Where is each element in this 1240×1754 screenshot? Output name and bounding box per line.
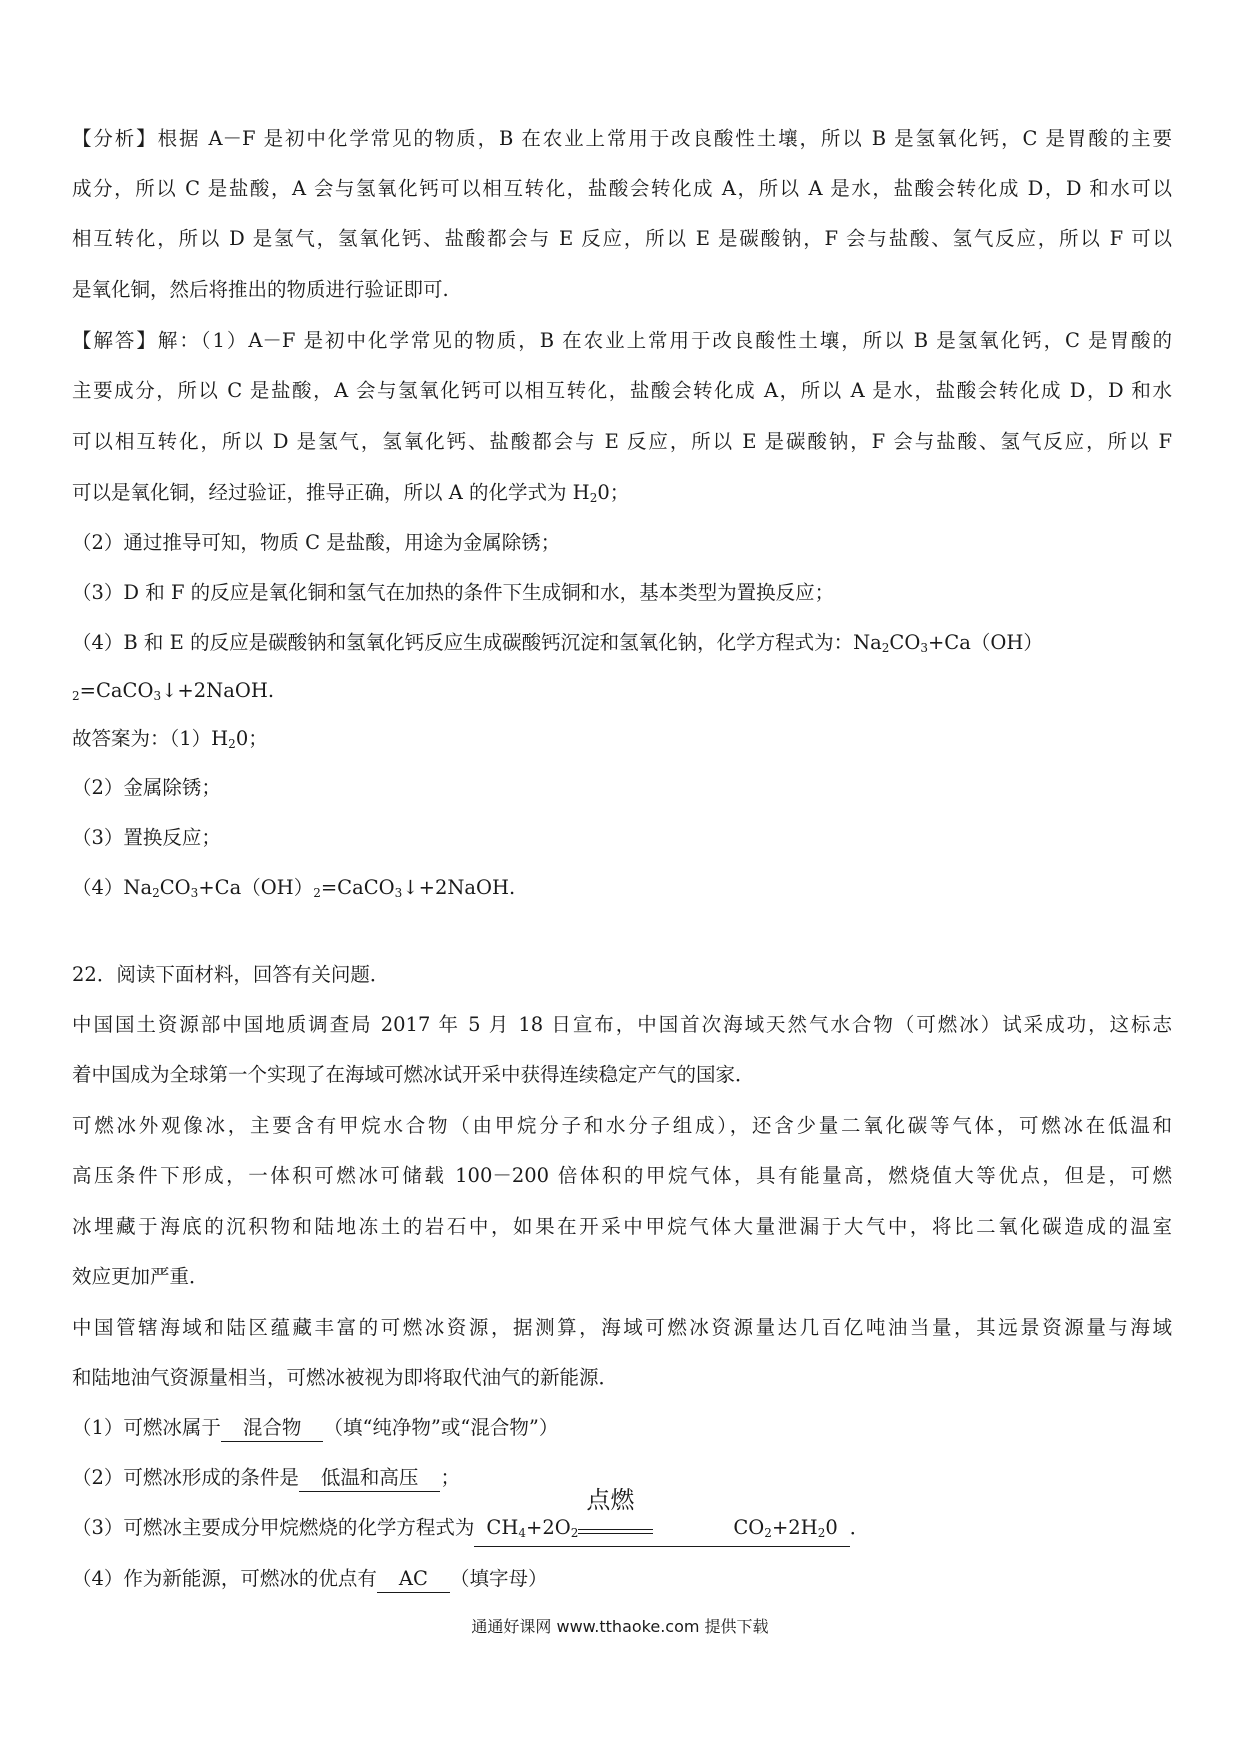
analysis-line-2: 成分，所以 C 是盐酸，A 会与氢氧化钙可以相互转化，盐酸会转化成 A，所以 A 是水，盐酸会转化成 D，D 和水可以 (72, 177, 1172, 200)
q22-paragraph-line: 冰埋藏于海底的沉积物和陆地冻土的岩石中，如果在开采中甲烷气体大量泄漏于大气中，将比二氧化碳造成的温室 (72, 1215, 1172, 1238)
answer-4 (72, 873, 1172, 908)
answer-1-end: 0； (235, 727, 268, 750)
subscript: 2 (817, 1526, 826, 1540)
formula-part: CO (889, 631, 921, 654)
analysis-line-1: 【分析】根据 A－F 是初中化学常见的物质，B 在农业上常用于改良酸性土壤，所以 B 是氢氧化钙，C 是胃酸的主要 (72, 127, 1172, 150)
question-22-title: 22．阅读下面材料，回答有关问题． (72, 963, 390, 986)
formula-part: 0 (825, 1516, 838, 1539)
answer-intro: 故答案为：（1）H (72, 727, 229, 750)
subscript: 2 (881, 641, 890, 655)
solution-part-4-cont (72, 676, 1172, 711)
q22-paragraph-line: 高压条件下形成，一体积可燃冰可储载 100－200 倍体积的甲烷气体，具有能量高，燃烧值大等优点，但是，可燃 (72, 1164, 1172, 1187)
solution-part-3: （3）D 和 F 的反应是氧化铜和氢气在加热的条件下生成铜和水，基本类型为置换反应； (72, 581, 835, 604)
q22-sub-2-prefix: （2）可燃冰形成的条件是 (72, 1466, 299, 1489)
q22-sub-3 (72, 1486, 1172, 1547)
subscript: 2 (152, 886, 160, 900)
answer-1 (72, 724, 1172, 759)
solution-line-3: 可以相互转化，所以 D 是氢气，氢氧化钙、盐酸都会与 E 反应，所以 E 是碳酸钠，F 会与盐酸、氢气反应，所以 F (72, 430, 1172, 453)
answer-blank: 低温和高压 (299, 1465, 441, 1492)
formula-part: +Ca（OH） (198, 876, 314, 899)
analysis-line-3: 相互转化，所以 D 是氢气，氢氧化钙、盐酸都会与 E 反应，所以 E 是碳酸钠，F 会与盐酸、氢气反应，所以 F 可以 (72, 227, 1172, 250)
subscript: 2 (313, 886, 321, 900)
answer-3: （3）置换反应； (72, 826, 221, 849)
formula-part: +Ca（OH） (927, 631, 1043, 654)
q22-sub-1-prefix: （1）可燃冰属于 (72, 1416, 221, 1439)
page-footer: 通通好课网 www.tthaoke.com 提供下载 (471, 1617, 769, 1636)
solution-part-4-text: （4）B 和 E 的反应是碳酸钠和氢氧化钙反应生成碳酸钙沉淀和氢氧化钠，化学方程式为：Na (72, 631, 882, 654)
equal-sign-rule (578, 1529, 653, 1530)
subscript: 3 (394, 886, 403, 900)
q22-paragraph-line: 可燃冰外观像冰，主要含有甲烷水合物（由甲烷分子和水分子组成），还含少量二氧化碳等气体，可燃冰在低温和 (72, 1114, 1172, 1137)
q22-paragraph-line: 中国国土资源部中国地质调查局 2017 年 5 月 18 日宣布，中国首次海域天然气水合物（可燃冰）试采成功，这标志 (72, 1013, 1172, 1036)
q22-sub-2-suffix: ； (440, 1466, 460, 1489)
solution-part-2: （2）通过推导可知，物质 C 是盐酸，用途为金属除锈； (72, 531, 561, 554)
q22-sub-1-suffix: （填“纯净物”或“混合物”） (323, 1416, 559, 1439)
formula-part: ↓+2NaOH. (161, 679, 275, 702)
solution-line-2: 主要成分，所以 C 是盐酸，A 会与氢氧化钙可以相互转化，盐酸会转化成 A，所以 A 是水，盐酸会转化成 D，D 和水 (72, 379, 1172, 402)
solution-part-4 (72, 628, 1172, 663)
analysis-line-4: 是氧化铜，然后将推出的物质进行验证即可. (72, 278, 449, 301)
formula-part: CH (486, 1516, 519, 1539)
subscript: 4 (518, 1526, 526, 1540)
formula-part: ↓+2NaOH. (402, 876, 516, 899)
subscript: 2 (764, 1526, 772, 1540)
equal-sign-rule (578, 1533, 653, 1534)
q22-sub-3-prefix: （3）可燃冰主要成分甲烷燃烧的化学方程式为 (72, 1516, 475, 1539)
q22-sub-4-prefix: （4）作为新能源，可燃冰的优点有 (72, 1567, 377, 1590)
subscript: 2 (72, 689, 80, 703)
formula-part: +2O (526, 1516, 571, 1539)
q22-sub-3-suffix: ． (849, 1516, 870, 1539)
answer-2: （2）金属除锈； (72, 776, 221, 799)
solution-line-1: 【解答】解：（1）A－F 是初中化学常见的物质，B 在农业上常用于改良酸性土壤，所以 B 是氢氧化钙，C 是胃酸的 (72, 329, 1172, 352)
subscript: 3 (920, 641, 928, 655)
q22-paragraph-line: 和陆地油气资源量相当，可燃冰被视为即将取代油气的新能源． (72, 1366, 619, 1389)
equation-blank (474, 1486, 849, 1547)
formula-part: +2H (771, 1516, 818, 1539)
condition-label: 点燃 (586, 1486, 635, 1514)
solution-line-4-end: 0； (597, 481, 630, 504)
subscript: 3 (190, 886, 199, 900)
answer-blank: AC (377, 1566, 450, 1593)
formula-part: CO (159, 876, 191, 899)
formula-part: =CaCO (320, 876, 395, 899)
answer-blank: 混合物 (221, 1415, 324, 1442)
formula-part: =CaCO (79, 679, 154, 702)
q22-sub-1 (72, 1413, 1172, 1443)
subscript: 3 (153, 689, 162, 703)
subscript: 2 (228, 737, 236, 751)
solution-line-4 (72, 478, 1172, 513)
solution-line-4-text: 可以是氧化铜，经过验证，推导正确，所以 A 的化学式为 H (72, 481, 590, 504)
q22-paragraph-line: 中国管辖海域和陆区蕴藏丰富的可燃冰资源，据测算，海域可燃冰资源量达几百亿吨油当量，其远景资源量与海域 (72, 1316, 1172, 1339)
subscript: 2 (589, 491, 598, 505)
reaction-condition (578, 1486, 653, 1545)
subscript: 2 (570, 1526, 579, 1540)
q22-paragraph-line: 效应更加严重． (72, 1265, 209, 1288)
q22-sub-4-suffix: （填字母） (449, 1567, 548, 1590)
q22-paragraph-line: 着中国成为全球第一个实现了在海域可燃冰试开采中获得连续稳定产气的国家． (72, 1063, 755, 1086)
q22-sub-4 (72, 1564, 1172, 1594)
formula-part: CO (733, 1516, 765, 1539)
formula-part: （4）Na (72, 876, 153, 899)
